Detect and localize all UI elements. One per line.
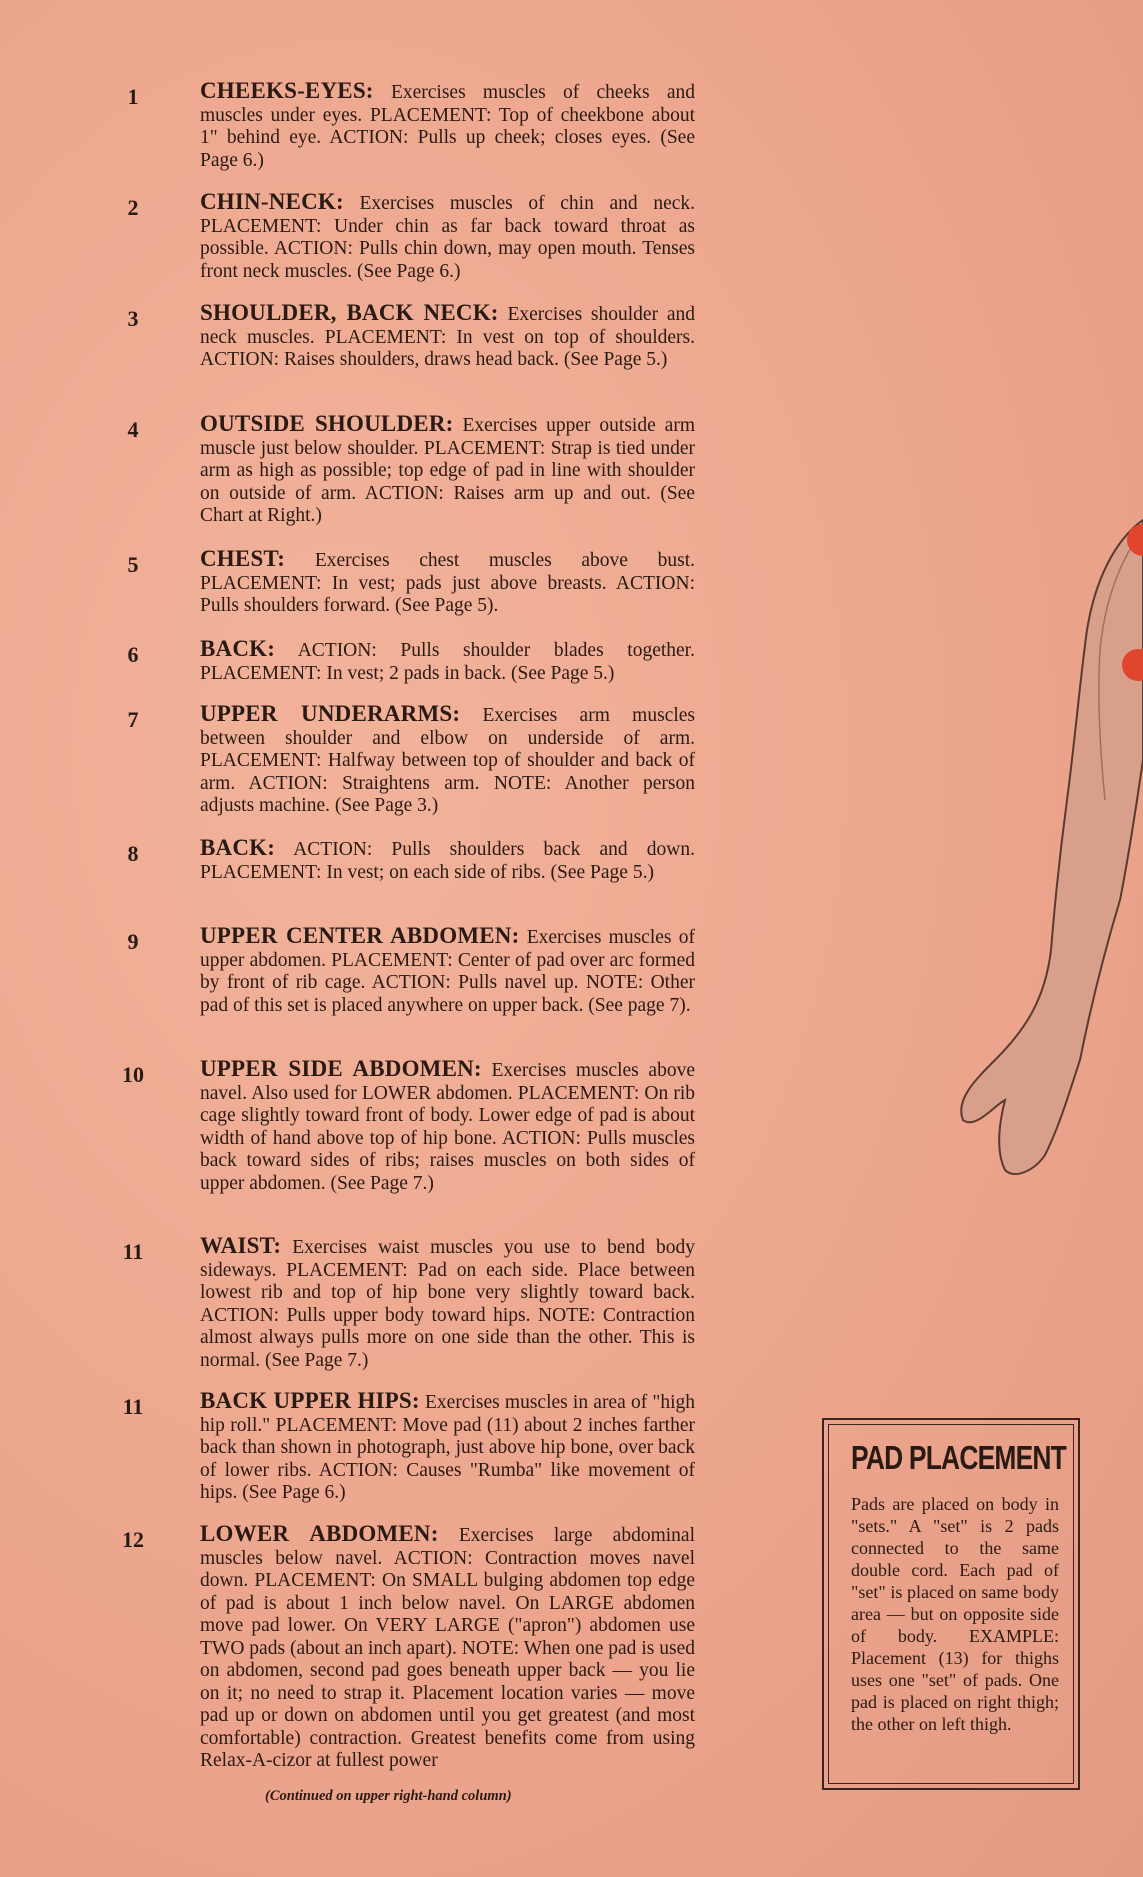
entry-10 — [122, 1056, 695, 1195]
entry-number: 11 — [122, 1239, 144, 1264]
entry-body: ACTION: Pulls shoulders back and down. PLACEMENT: In vest; on each side of ribs. (See Page 5.) — [200, 839, 695, 883]
entry-heading: UPPER UNDERARMS: — [200, 701, 461, 726]
entry-body: Exercises muscles of chin and neck. PLACEMENT: Under chin as far back toward throat as possible. ACTION: Pulls chin down, may open mouth. Tenses front neck muscles. (See Page 6.) — [200, 193, 696, 282]
entry-12 — [122, 1521, 695, 1773]
entry-11-waist — [122, 1233, 696, 1372]
entry-heading: CHIN-NECK: — [200, 189, 344, 214]
entry-body: Exercises muscles of upper abdomen. PLACEMENT: Center of pad over arc formed by front of rib cage. ACTION: Pulls navel up. NOTE: Other pad of this set is placed anywhere on upper back. (See page 7). — [200, 927, 695, 1016]
entry-heading: BACK UPPER HIPS: — [200, 1388, 420, 1413]
entry-number: 9 — [127, 929, 139, 954]
pad-placement-title: PAD PLACEMENT — [851, 1439, 1066, 1476]
pad-placement-box — [822, 1418, 1080, 1790]
entry-heading: UPPER CENTER ABDOMEN: — [200, 923, 520, 948]
entry-3 — [127, 300, 695, 372]
entry-9 — [127, 923, 695, 1017]
entry-heading: UPPER SIDE ABDOMEN: — [200, 1056, 482, 1081]
entry-body: Exercises upper outside arm muscle just below shoulder. PLACEMENT: Strap is tied under arm as high as possible; top edge of pad in line with shoulder on outside of arm. ACTION: Raises arm up and out. (See Chart at Right.) — [200, 415, 695, 526]
entry-number: 4 — [127, 417, 139, 442]
entry-body: Exercises shoulder and neck muscles. PLACEMENT: In vest on top of shoulders. ACTION: Raises shoulders, draws head back. (See Page 5.) — [200, 304, 695, 370]
entry-number: 12 — [122, 1527, 144, 1552]
entry-body: Exercises arm muscles between shoulder and elbow on underside of arm. PLACEMENT: Halfway between top of shoulder and back of arm. ACTION: Straightens arm. NOTE: Another person adjusts machine. (See Page 3.) — [200, 705, 695, 816]
entry-2 — [127, 189, 696, 283]
entry-heading: CHEST: — [200, 546, 286, 571]
entry-6 — [127, 636, 695, 685]
arm-illustration — [955, 500, 1143, 1220]
entry-1 — [127, 78, 695, 172]
entry-number: 7 — [127, 707, 139, 732]
entry-number: 10 — [122, 1062, 144, 1087]
entry-heading: BACK: — [200, 835, 276, 860]
entry-7 — [127, 701, 695, 818]
entry-heading: CHEEKS-EYES: — [200, 78, 374, 103]
entry-body: Exercises large abdominal muscles below navel. ACTION: Contraction moves navel down. PLACEMENT: On SMALL bulging abdomen top edge of pad is about 1 inch below navel. On LARGE abdomen move pad lower. On VERY LARGE ("apron") abdomen use TWO pads (about an inch apart). NOTE: When one pad is used on abdomen, second pad goes beneath upper back — you lie on it; no need to strap it. Placement location varies — move pad up or down on abdomen until you get greatest (and most comfortable) contraction. Greatest benefits come from using Relax-A-cizor at fullest power — [200, 1525, 695, 1771]
pad-placement-body: Pads are placed on body in "sets." A "set" is 2 pads connected to the same double cord. Each pad of "set" is placed on same body area — but on opposite side of body. EXAMPLE: Placement (13) for thighs uses one "set" of pads. One pad is placed on right thigh; the other on left thigh. — [851, 1494, 1059, 1734]
entry-body: Exercises muscles of cheeks and muscles under eyes. PLACEMENT: Top of cheekbone about 1" behind eye. ACTION: Pulls up cheek; closes eyes. (See Page 6.) — [200, 82, 695, 171]
entry-11-hips — [122, 1388, 696, 1505]
entry-body: Exercises chest muscles above bust. PLACEMENT: In vest; pads just above breasts. ACTION: Pulls shoulders forward. (See Page 5). — [200, 550, 696, 616]
entry-number: 11 — [122, 1394, 144, 1419]
entry-5 — [127, 546, 696, 618]
entry-number: 1 — [127, 84, 139, 109]
entry-number: 5 — [127, 552, 139, 577]
entry-body: Exercises waist muscles you use to bend body sideways. PLACEMENT: Pad on each side. Place between lowest rib and top of hip bone very slightly toward back. ACTION: Pulls upper body toward hips. NOTE: Contraction almost always pulls more on one side than the other. This is normal. (See Page 7.) — [200, 1237, 696, 1371]
entry-heading: BACK: — [200, 636, 276, 661]
entry-number: 8 — [127, 841, 139, 866]
entry-body: Exercises muscles in area of "high hip roll." PLACEMENT: Move pad (11) about 2 inches farther back than shown in photograph, just above hip bone, over back of lower ribs. ACTION: Causes "Rumba" like movement of hips. (See Page 6.) — [200, 1392, 696, 1503]
entry-4 — [127, 411, 695, 528]
entry-body: Exercises muscles above navel. Also used for LOWER abdomen. PLACEMENT: On rib cage slightly toward front of body. Lower edge of pad is about width of hand above top of hip bone. ACTION: Pulls muscles back toward sides of ribs; raises muscles on both sides of upper abdomen. (See Page 7.) — [200, 1060, 695, 1194]
entry-8 — [127, 835, 695, 884]
entry-number: 6 — [127, 642, 139, 667]
continued-note: (Continued on upper right-hand column) — [265, 1788, 512, 1804]
arm-shape — [961, 520, 1143, 1174]
entry-number: 3 — [127, 306, 139, 331]
entry-heading: SHOULDER, BACK NECK: — [200, 300, 499, 325]
entry-number: 2 — [127, 195, 139, 220]
entry-body: ACTION: Pulls shoulder blades together. PLACEMENT: In vest; 2 pads in back. (See Page 5.) — [200, 640, 695, 684]
entry-heading: OUTSIDE SHOULDER: — [200, 411, 454, 436]
entry-heading: WAIST: — [200, 1233, 282, 1258]
entry-heading: LOWER ABDOMEN: — [200, 1521, 439, 1546]
